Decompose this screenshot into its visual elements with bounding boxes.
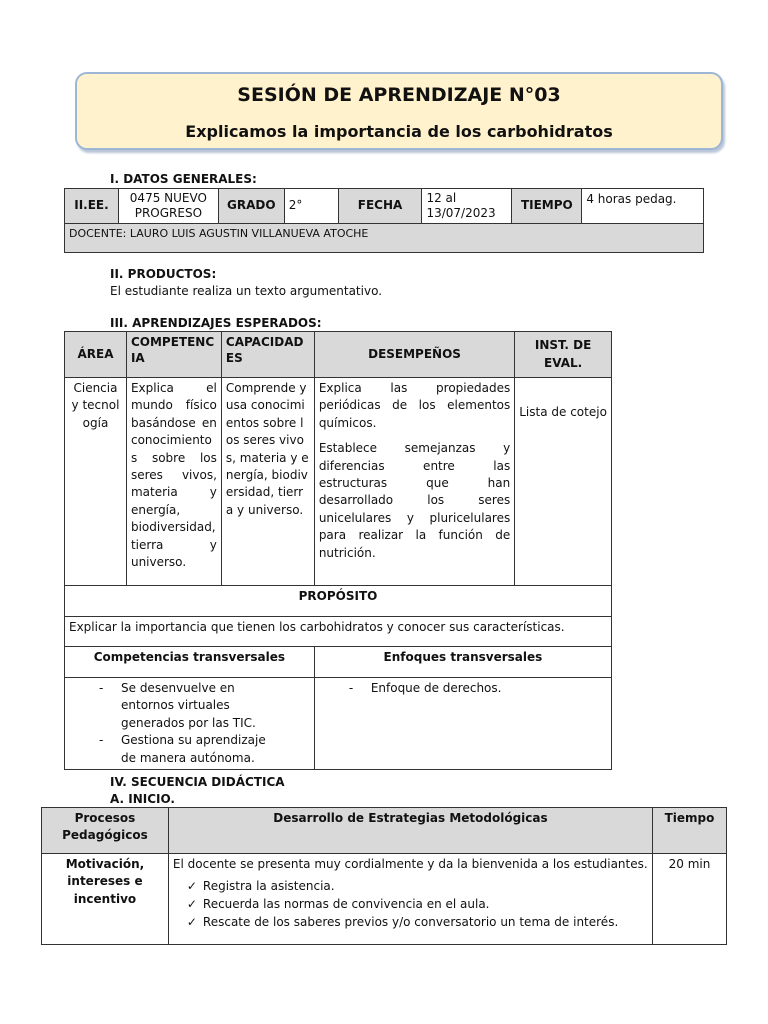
productos-text: El estudiante realiza un texto argumentativo. (110, 284, 383, 298)
title-banner (75, 72, 723, 150)
list-item: - Enfoque de derechos. (349, 680, 607, 697)
section-heading-aprendizajes: III. APRENDIZAJES ESPERADOS: (110, 316, 322, 330)
col-area: ÁREA (65, 332, 127, 378)
subheading-inicio: A. INICIO. (110, 792, 175, 806)
col-competencia: COMPETENCIA (126, 332, 221, 378)
session-subtitle: Explicamos la importancia de los carbohidratos (185, 122, 613, 141)
fecha-label: FECHA (338, 189, 422, 224)
col-inst-eval: INST. DE EVAL. (515, 332, 612, 378)
col-tiempo: Tiempo (653, 808, 727, 854)
list-item: ✓ Registra la asistencia. (186, 879, 335, 894)
desempeno-item: Establece semejanzas y diferencias entre las estructuras que han desarrollado los seres unicelulares y pluricelulares para realizar la función de nutrición. (318, 441, 511, 560)
checkmark-icon: ✓ (186, 897, 197, 912)
iiee-label: II.EE. (65, 189, 119, 224)
list-item: - Se desenvuelve en entornos virtuales generados por las TIC. (99, 680, 279, 732)
list-item: ✓ Recuerda las normas de convivencia en el aula. (186, 897, 490, 912)
checkmark-icon: ✓ (186, 915, 197, 930)
proposito-text: Explicar la importancia que tienen los carbohidratos y conocer sus características. (65, 617, 612, 647)
area-cell: Ciencia y tecnología (65, 378, 127, 586)
aprendizajes-table (64, 331, 612, 770)
fecha-value: 12 al 13/07/2023 (422, 189, 512, 224)
section-heading-secuencia: IV. SECUENCIA DIDÁCTICA (110, 775, 285, 789)
grado-value: 2° (284, 189, 338, 224)
docente-row: DOCENTE: LAURO LUIS AGUSTIN VILLANUEVA ATOCHE (65, 224, 704, 253)
grado-label: GRADO (218, 189, 284, 224)
competencias-transversales-label: Competencias transversales (65, 647, 315, 678)
iiee-value: 0475 NUEVO PROGRESO (118, 189, 218, 224)
checkmark-icon: ✓ (186, 879, 197, 894)
desarrollo-intro: El docente se presenta muy cordialmente y da la bienvenida a los estudiantes. (172, 857, 648, 871)
desarrollo-cell (168, 854, 652, 945)
competencias-transversales-list (65, 678, 315, 770)
competencia-cell: Explica el mundo físico basándose en conocimientos sobre los seres vivos, materia y energía, biodiversidad, tierra y universo. (126, 378, 221, 586)
datos-generales-table (64, 188, 704, 253)
tiempo-label: TIEMPO (512, 189, 582, 224)
tiempo-cell: 20 min (653, 854, 727, 945)
col-desempenos: DESEMPEÑOS (314, 332, 514, 378)
col-capacidades: CAPACIDADES (221, 332, 314, 378)
tiempo-value: 4 horas pedag. (582, 189, 704, 224)
enfoques-transversales-label: Enfoques transversales (314, 647, 611, 678)
section-heading-datos: I. DATOS GENERALES: (110, 172, 257, 186)
proposito-label: PROPÓSITO (65, 586, 612, 617)
desempenos-cell (314, 378, 514, 586)
col-desarrollo: Desarrollo de Estrategias Metodológicas (168, 808, 652, 854)
list-item: - Gestiona su aprendizaje de manera autónoma. (99, 732, 279, 767)
capacidades-cell: Comprende y usa conocimientos sobre los seres vivos, materia y energía, biodiversidad, tierra y universo. (221, 378, 314, 586)
session-title: SESIÓN DE APRENDIZAJE N°03 (237, 84, 561, 106)
section-heading-productos: II. PRODUCTOS: (110, 267, 217, 281)
list-item: ✓ Rescate de los saberes previos y/o conversatorio un tema de interés. (186, 915, 619, 930)
col-procesos: Procesos Pedagógicos (42, 808, 169, 854)
instrumento-cell: Lista de cotejo (515, 378, 612, 586)
proceso-cell: Motivación, intereses e incentivo (42, 854, 169, 945)
enfoques-transversales-list (314, 678, 611, 770)
secuencia-table (41, 807, 727, 945)
desempeno-item: Explica las propiedades periódicas de los elementos químicos. (318, 381, 511, 430)
